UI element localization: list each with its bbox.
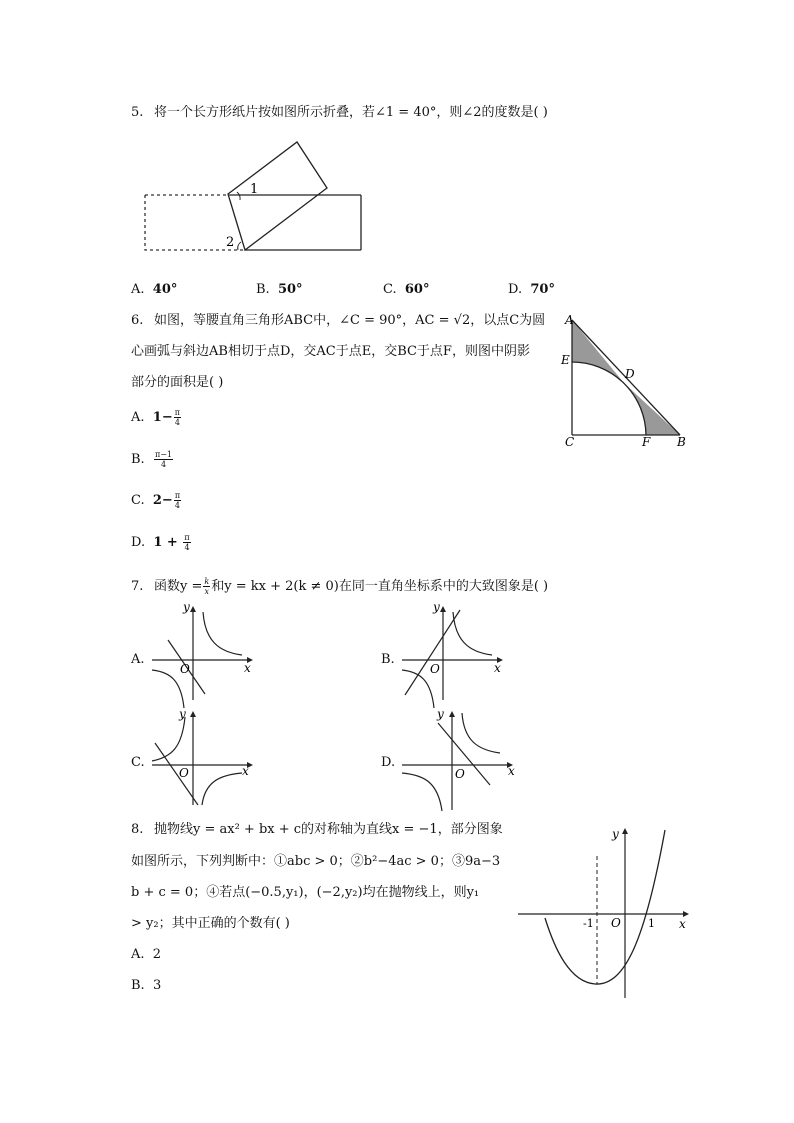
svg-text:y: y: [437, 707, 444, 721]
svg-text:O: O: [430, 662, 440, 676]
q7-graph-a: [150, 600, 260, 710]
q6-triangle-figure: [558, 312, 693, 452]
q8-line2: 如图所示，下列判断中：①abc > 0；②b²−4ac > 0；③9a−3: [131, 854, 501, 869]
q5-option-d: D. 70°: [508, 282, 555, 297]
q6-label-b: B: [677, 435, 686, 449]
svg-text:O: O: [455, 767, 465, 781]
q6-line1: 如图，等腰直角三角形ABC中，∠C = 90°，AC = √2，以点C为圆: [154, 313, 546, 328]
svg-text:x: x: [508, 764, 515, 778]
q6-label-d: D: [625, 367, 635, 381]
svg-text:y: y: [179, 707, 186, 721]
svg-text:x: x: [679, 917, 686, 931]
q7-option-a: A.: [131, 652, 145, 667]
q5-fold-figure: [140, 140, 370, 255]
q6-line2: 心画弧与斜边AB相切于点D，交AC于点E，交BC于点F，则图中阴影: [131, 344, 530, 359]
q8-option-b: B. 3: [131, 978, 162, 993]
q8-line1: 抛物线y = ax² + bx + c的对称轴为直线x = −1，部分图象: [154, 822, 503, 837]
q6-option-c: C. 2− $\frac{\pi}{4}$: [131, 491, 181, 510]
q8-line3: b + c = 0；④若点(−0.5,y₁)，(−2,y₂)均在抛物线上，则y₁: [131, 885, 480, 900]
q6-label-a: A: [565, 313, 574, 327]
q6-number: 6.: [131, 313, 144, 328]
q7-number: 7.: [131, 579, 144, 594]
q5-option-c: C. 60°: [383, 282, 430, 297]
q6-option-d: D. 1 + $\frac{\pi}{4}$: [131, 533, 190, 552]
svg-text:x: x: [494, 661, 501, 675]
q7-option-b: B.: [381, 652, 395, 667]
q5-stem: 将一个长方形纸片按如图所示折叠，若∠1 = 40°，则∠2的度数是( ): [154, 105, 548, 120]
q8-parabola-graph: [515, 820, 695, 1005]
q7-graph-d: [400, 705, 520, 815]
svg-text:O: O: [180, 662, 190, 676]
q7-graph-b: [400, 600, 510, 710]
q7-stem: 函数y = $\frac{k}{x}$ 和y = kx + 2(k ≠ 0)在同一直角坐标系中的大致图象是( ): [154, 577, 549, 596]
svg-text:-1: -1: [583, 917, 594, 930]
svg-text:O: O: [611, 916, 621, 930]
svg-text:y: y: [433, 600, 440, 614]
q5-angle1-label: 1: [250, 182, 259, 197]
q6-line3: 部分的面积是( ): [131, 375, 224, 390]
q7-graph-c: [150, 705, 260, 815]
q6-label-e: E: [561, 353, 570, 367]
svg-text:y: y: [183, 600, 190, 614]
q6-label-f: F: [642, 435, 651, 449]
q5-number: 5.: [131, 105, 144, 120]
svg-text:x: x: [244, 661, 251, 675]
svg-text:y: y: [612, 827, 619, 841]
svg-text:O: O: [179, 766, 189, 780]
q7-option-d: D.: [381, 755, 396, 770]
q6-label-c: C: [565, 435, 575, 449]
q5-option-b: B. 50°: [256, 282, 303, 297]
q5-angle2-label: 2: [226, 235, 235, 250]
q8-option-a: A. 2: [131, 947, 162, 962]
q6-option-a: A. 1− $\frac{\pi}{4}$: [131, 408, 181, 427]
svg-text:1: 1: [648, 917, 655, 930]
q5-option-a: A. 40°: [131, 282, 178, 297]
svg-text:x: x: [242, 764, 249, 778]
q8-number: 8.: [131, 822, 144, 837]
q6-option-b: B. $\frac{\pi-1}{4}$: [131, 450, 173, 469]
q8-line4: > y₂；其中正确的个数有( ): [131, 916, 290, 931]
q7-option-c: C.: [131, 755, 145, 770]
